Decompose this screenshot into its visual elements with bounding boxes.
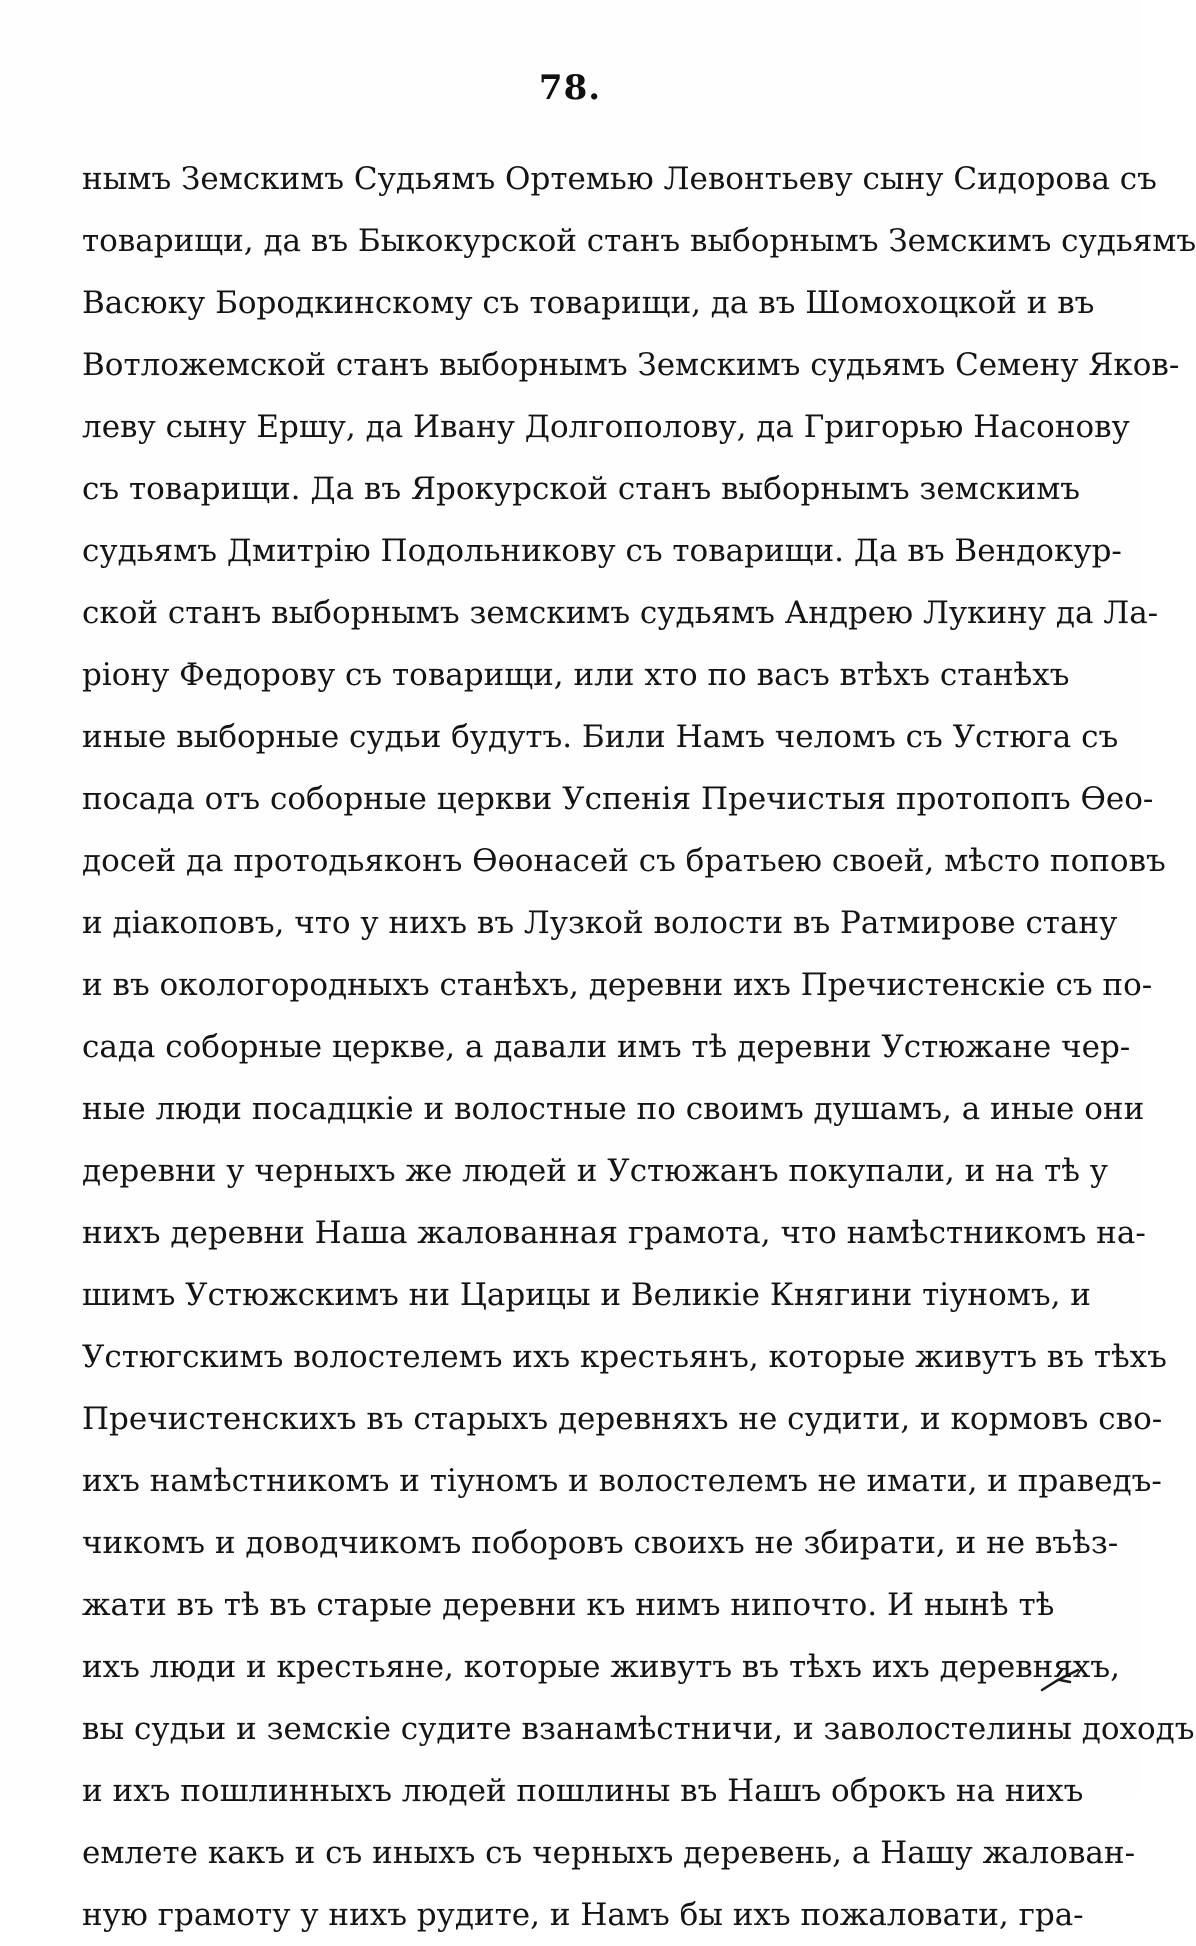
text-line: вы судьи и земскіе судите взанамѣстничи, и заволостелины доходъ (82, 1711, 1195, 1747)
text-line: нымъ Земскимъ Судьямъ Ортемью Левонтьеву сыну Сидорова съ (82, 161, 1157, 197)
text-line: ные люди посадцкіе и волостные по своимъ душамъ, а иные они (82, 1091, 1145, 1127)
text-line: судьямъ Дмитрію Подольникову съ товарищи. Да въ Вендокур- (82, 533, 1122, 569)
text-line: досей да протодьяконъ Ѳѳонасей съ братьею своей, мѣсто поповъ (82, 843, 1166, 879)
text-line: ской станъ выборнымъ земскимъ судьямъ Андрею Лукину да Ла- (82, 595, 1159, 631)
text-line: чикомъ и доводчикомъ поборовъ своихъ не збирати, и не въѣз- (82, 1525, 1119, 1561)
text-line: ріону Федорову съ товарищи, или хто по васъ втѣхъ станѣхъ (82, 657, 1070, 693)
text-line: жати въ тѣ въ старые деревни къ нимъ нипочто. И нынѣ тѣ (82, 1587, 1055, 1623)
body-text (82, 148, 1196, 1946)
text-line: Устюгскимъ волостелемъ ихъ крестьянъ, которые живутъ въ тѣхъ (82, 1339, 1167, 1375)
text-line: деревни у черныхъ же людей и Устюжанъ покупали, и на тѣ у (82, 1153, 1109, 1189)
text-line: емлете какъ и съ иныхъ съ черныхъ деревень, а Нашу жалован- (82, 1835, 1136, 1871)
text-line: Вотложемской станъ выборнымъ Земскимъ судьямъ Семену Яков- (82, 347, 1180, 383)
text-line: сада соборные церкве, а давали имъ тѣ деревни Устюжане чер- (82, 1029, 1131, 1065)
text-line: посада отъ соборные церкви Успенія Пречистыя протопопъ Ѳео- (82, 781, 1154, 817)
text-line: Пречистенскихъ въ старыхъ деревняхъ не судити, и кормовъ сво- (82, 1401, 1163, 1437)
text-line: съ товарищи. Да въ Ярокурской станъ выборнымъ земскимъ (82, 471, 1081, 507)
page-number: 78. (538, 68, 602, 108)
text-line: и въ окологородныхъ станѣхъ, деревни ихъ Пречистенскіе съ по- (82, 967, 1153, 1003)
text-line: иные выборные судьи будутъ. Били Намъ челомъ съ Устюга съ (82, 719, 1119, 755)
ink-mark (1040, 1668, 1080, 1692)
text-line: Васюку Бородкинскому съ товарищи, да въ Шомохоцкой и въ (82, 285, 1095, 321)
text-line: леву сыну Ершу, да Ивану Долгополову, да Григорью Насонову (82, 409, 1130, 445)
text-line: и ихъ пошлинныхъ людей пошлины въ Нашъ оброкъ на нихъ (82, 1773, 1084, 1809)
text-line: шимъ Устюжскимъ ни Царицы и Великіе Княгини тіуномъ, и (82, 1277, 1091, 1313)
text-line: нихъ деревни Наша жалованная грамота, что намѣстникомъ на- (82, 1215, 1146, 1251)
text-line: ихъ люди и крестьяне, которые живутъ въ тѣхъ ихъ деревняхъ, (82, 1649, 1120, 1685)
text-line: ихъ намѣстникомъ и тіуномъ и волостелемъ не имати, и праведъ- (82, 1463, 1162, 1499)
text-line: товарищи, да въ Быкокурской станъ выборнымъ Земскимъ судьямъ (82, 223, 1196, 259)
text-line: и діакоповъ, что у нихъ въ Лузкой волости въ Ратмирове стану (82, 905, 1118, 941)
text-line: ную грамоту у нихъ рудите, и Намъ бы ихъ пожаловати, гра- (82, 1897, 1084, 1933)
